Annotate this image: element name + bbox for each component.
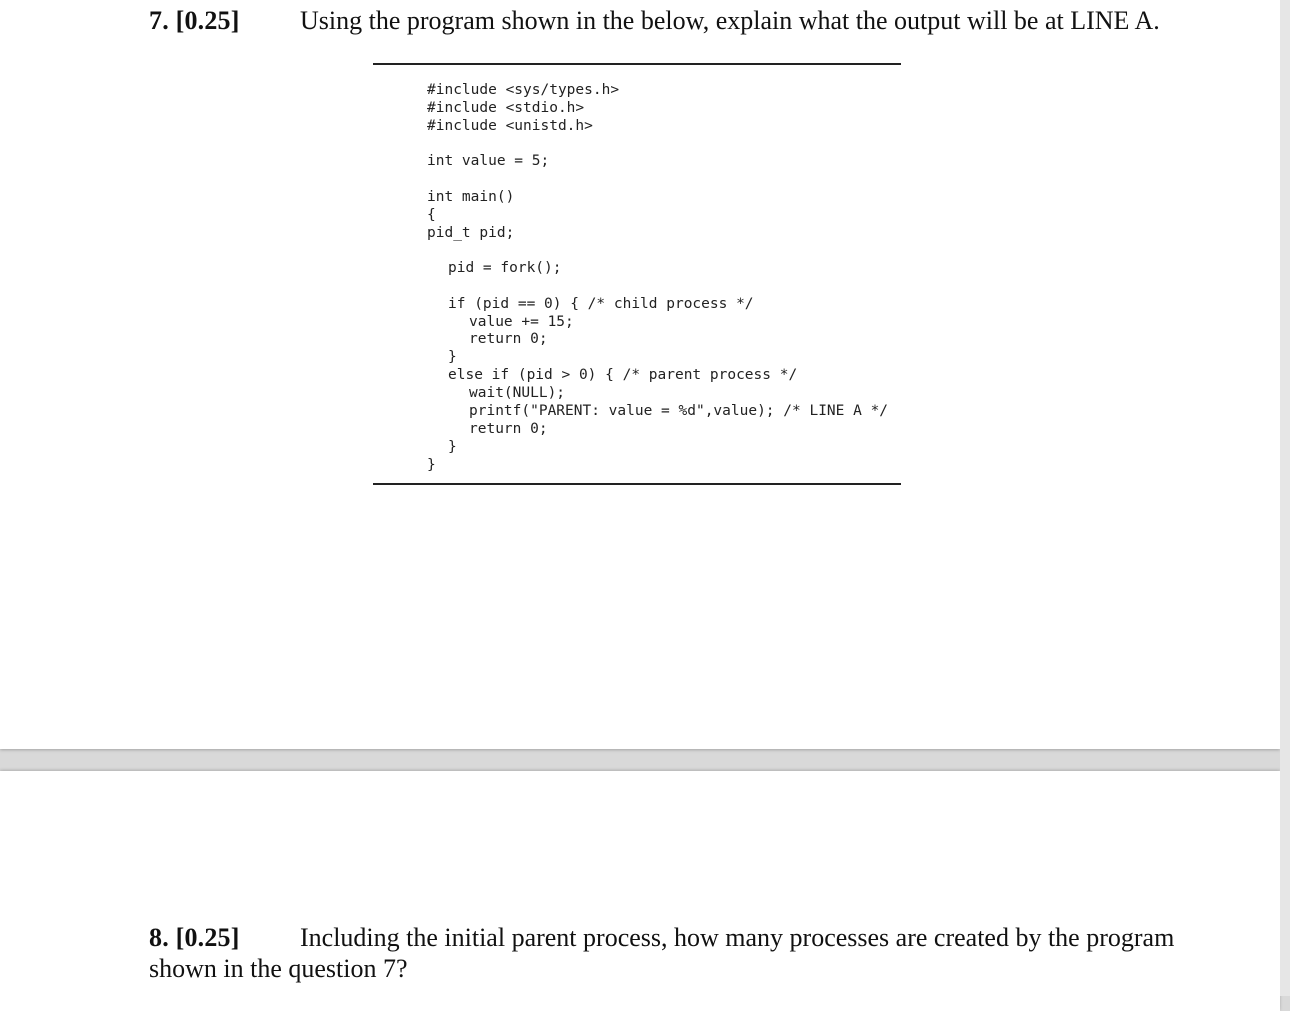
- code-line: wait(NULL);: [469, 385, 566, 401]
- question-8-text-continued: shown in the question 7?: [149, 954, 408, 983]
- code-line: {: [427, 207, 436, 223]
- code-top-rule: [373, 63, 901, 65]
- code-line: printf("PARENT: value = %d",value); /* LINE A */: [469, 403, 889, 419]
- question-7-number: 7. [0.25]: [149, 6, 240, 35]
- code-bottom-rule: [373, 483, 901, 485]
- viewer-gutter: [1280, 0, 1290, 996]
- code-line: return 0;: [469, 331, 548, 347]
- question-7-text: Using the program shown in the below, explain what the output will be at LINE A.: [300, 6, 1160, 35]
- code-line: }: [448, 439, 457, 455]
- code-line: #include <stdio.h>: [427, 100, 585, 116]
- code-line: int main(): [427, 189, 515, 205]
- code-line: int value = 5;: [427, 153, 550, 169]
- question-8-number: 8. [0.25]: [149, 923, 240, 952]
- code-line: #include <unistd.h>: [427, 118, 593, 134]
- code-line: pid = fork();: [448, 260, 562, 276]
- code-line: else if (pid > 0) { /* parent process */: [448, 367, 798, 383]
- code-line: return 0;: [469, 421, 548, 437]
- code-line: value += 15;: [469, 314, 574, 330]
- question-8-text: Including the initial parent process, how many processes are created by the program: [300, 923, 1175, 952]
- code-line: }: [448, 349, 457, 365]
- code-line: pid_t pid;: [427, 225, 515, 241]
- code-line: #include <sys/types.h>: [427, 82, 620, 98]
- code-line: }: [427, 457, 436, 473]
- code-line: if (pid == 0) { /* child process */: [448, 296, 754, 312]
